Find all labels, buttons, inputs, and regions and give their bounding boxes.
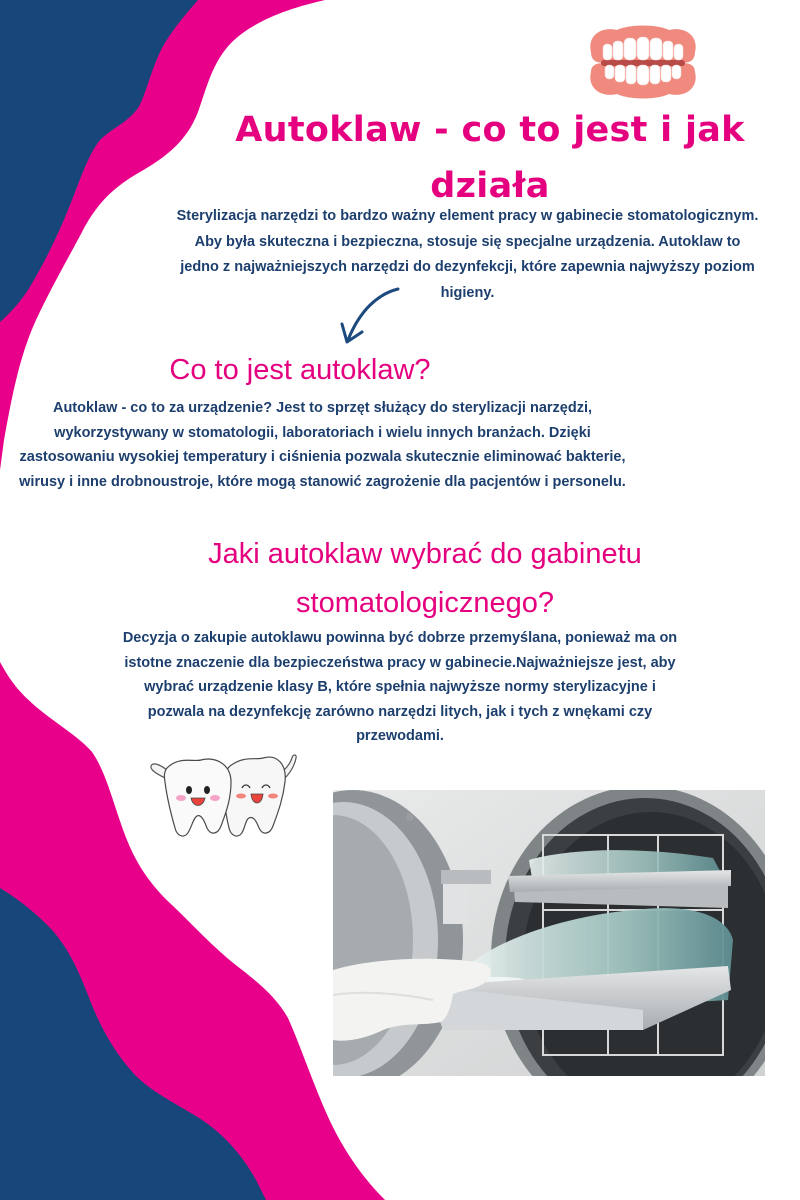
autoclave-photo bbox=[333, 790, 765, 1076]
curved-arrow-down-left-icon bbox=[330, 282, 410, 350]
section-heading-choose-autoclave: Jaki autoklaw wybrać do gabinetu stomatologicznego? bbox=[208, 538, 642, 619]
page-title bbox=[195, 102, 785, 214]
section-heading-what-is-autoclave: Co to jest autoklaw? bbox=[169, 354, 431, 386]
page-title-line2: działa bbox=[430, 166, 550, 206]
page-title-line1: Autoklaw - co to jest i jak bbox=[235, 110, 745, 150]
section-paragraph-choose-autoclave: Decyzja o zakupie autoklawu powinna być dobrze przemyślana, ponieważ ma on istotne znaczenie dla bezpieczeństwa pracy w gabinecie.Najważniejsze jest, aby wybrać urządzenie klasy B, które spełnia najwyższe normy sterylizacyjne i pozwala na dezynfekcję zarówno narzędzi litych, jak i tych z wnękami czy przewodami. bbox=[122, 630, 678, 744]
intro-paragraph: Sterylizacja narzędzi to bardzo ważny element pracy w gabinecie stomatologicznym. Aby była skuteczna i bezpieczna, stosuje się specjalne urządzenia. Autoklaw to jedno z najważniejszych narzędzi do dezynfekcji, które zapewnia najwyższy poziom higieny. bbox=[176, 208, 759, 301]
section-paragraph-what-is-autoclave: Autoklaw - co to za urządzenie? Jest to sprzęt służący do sterylizacji narzędzi, wykorzystywany w stomatologii, laboratoriach i wielu innych branżach. Dzięki zastosowaniu wysokiej temperatury i ciśnienia pozwala skutecznie eliminować bakterie, wirusy i inne drobnoustroje, które mogą stanowić zagrożenie dla pacjentów i personelu. bbox=[19, 400, 626, 490]
dentures-icon bbox=[583, 22, 703, 102]
happy-teeth-icon bbox=[145, 752, 305, 842]
